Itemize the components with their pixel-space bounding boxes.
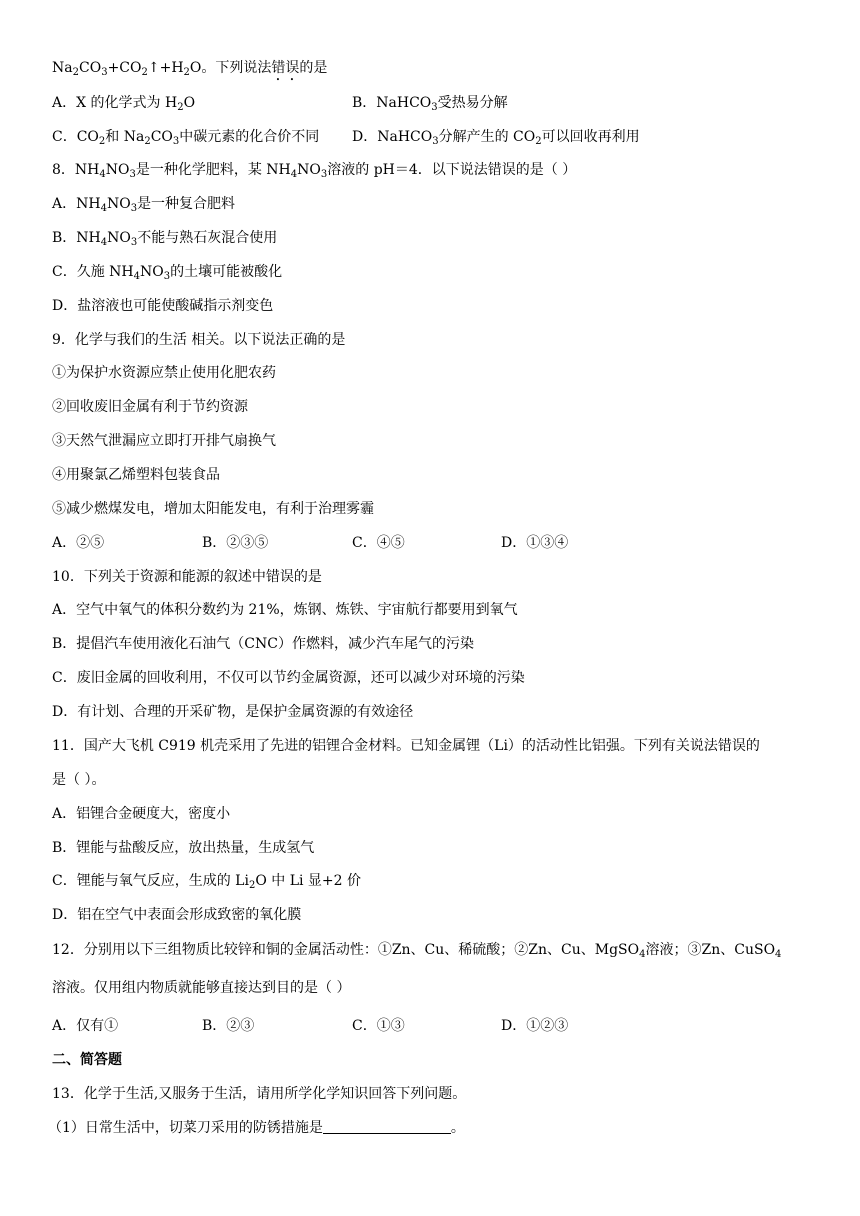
q12-option-a: A．仅有① bbox=[52, 1018, 119, 1034]
q12-option-c: C．①③ bbox=[352, 1018, 405, 1034]
q10-option-d: D．有计划、合理的开采矿物，是保护金属资源的有效途径 bbox=[52, 704, 414, 720]
q8-option-a: A．$NH_4NO_3$是一种复合肥料 bbox=[52, 196, 236, 214]
section-heading-short-answer: 二、简答题 bbox=[52, 1052, 122, 1068]
q7-option-d: D．NaHCO$_3$分解产生的 $CO_2$可以回收再利用 bbox=[352, 129, 640, 147]
q8-option-b: B．$NH_4NO_3$不能与熟石灰混合使用 bbox=[52, 230, 278, 248]
q11-stem-line2: 是（ ）。 bbox=[52, 772, 106, 788]
q9-item-3: ③天然气泄漏应立即打开排气扇换气 bbox=[52, 433, 276, 449]
q9-item-2: ②回收废旧金属有利于节约资源 bbox=[52, 399, 248, 415]
q9-stem: 9．化学与我们的生活 相关。以下说法正确的是 bbox=[52, 332, 346, 348]
q9-item-5: ⑤减少燃煤发电，增加太阳能发电，有利于治理雾霾 bbox=[52, 501, 374, 517]
q9-item-4: ④用聚氯乙烯塑料包装食品 bbox=[52, 467, 220, 483]
q7-option-c: C．$CO_2$和 $Na_2CO_3$中碳元素的化合价不同 bbox=[52, 129, 320, 147]
q12-option-d: D．①②③ bbox=[501, 1018, 569, 1034]
answer-blank[interactable] bbox=[323, 1119, 451, 1134]
q13-part-1: （1）日常生活中，切菜刀采用的防锈措施是 。 bbox=[48, 1120, 465, 1136]
q9-option-b: B．②③⑤ bbox=[202, 535, 269, 551]
q12-stem-line1: 12．分别用以下三组物质比较锌和铜的金属活动性：①Zn、Cu、稀硫酸；②Zn、Cu、MgSO$_4$溶液；③Zn、CuSO$_4$ bbox=[52, 942, 782, 960]
q8-option-d: D．盐溶液也可能使酸碱指示剂变色 bbox=[52, 298, 274, 314]
q10-option-b: B．提倡汽车使用液化石油气（CNC）作燃料，减少汽车尾气的污染 bbox=[52, 636, 474, 652]
q10-stem: 10．下列关于资源和能源的叙述中错误的是 bbox=[52, 569, 322, 585]
q11-option-b: B．锂能与盐酸反应，放出热量，生成氢气 bbox=[52, 840, 315, 856]
q7-option-a: A．X 的化学式为 $H_2O$ bbox=[52, 95, 196, 113]
q11-stem-line1: 11．国产大飞机 C919 机壳采用了先进的铝锂合金材料。已知金属锂（Li）的活动性比铝强。下列有关说法错误的 bbox=[52, 738, 760, 754]
q9-option-a: A．②⑤ bbox=[52, 535, 105, 551]
q13-stem: 13．化学于生活,又服务于生活，请用所学化学知识回答下列问题。 bbox=[52, 1086, 467, 1102]
q11-option-a: A．铝锂合金硬度大，密度小 bbox=[52, 806, 231, 822]
q7-option-b: B．NaHCO$_3$受热易分解 bbox=[352, 95, 508, 113]
q11-option-c: C．锂能与氧气反应，生成的 $Li_2O$ 中 Li 显+2 价 bbox=[52, 873, 362, 891]
q8-option-c: C．久施 $NH_4NO_3$的土壤可能被酸化 bbox=[52, 264, 283, 282]
q11-option-d: D．铝在空气中表面会形成致密的氧化膜 bbox=[52, 907, 302, 923]
q12-option-b: B．②③ bbox=[202, 1018, 255, 1034]
q10-option-c: C．废旧金属的回收利用，不仅可以节约金属资源，还可以减少对环境的污染 bbox=[52, 670, 525, 686]
q9-option-d: D．①③④ bbox=[501, 535, 569, 551]
q12-stem-line2: 溶液。仅用组内物质就能够直接达到目的是（ ） bbox=[52, 980, 351, 996]
q7-equation-tail: $Na_2CO_3+CO_2↑+H_2O$。下列说法错误的是 bbox=[52, 60, 328, 78]
q9-option-c: C．④⑤ bbox=[352, 535, 405, 551]
q10-option-a: A．空气中氧气的体积分数约为 21%，炼钢、炼铁、宇宙航行都要用到氧气 bbox=[52, 602, 518, 618]
q9-item-1: ①为保护水资源应禁止使用化肥农药 bbox=[52, 365, 276, 381]
q8-stem: 8．$NH_4NO_3$是一种化学肥料，某 $NH_4NO_3$溶液的 pH＝4．以下说法错误的是（ ） bbox=[52, 162, 577, 180]
